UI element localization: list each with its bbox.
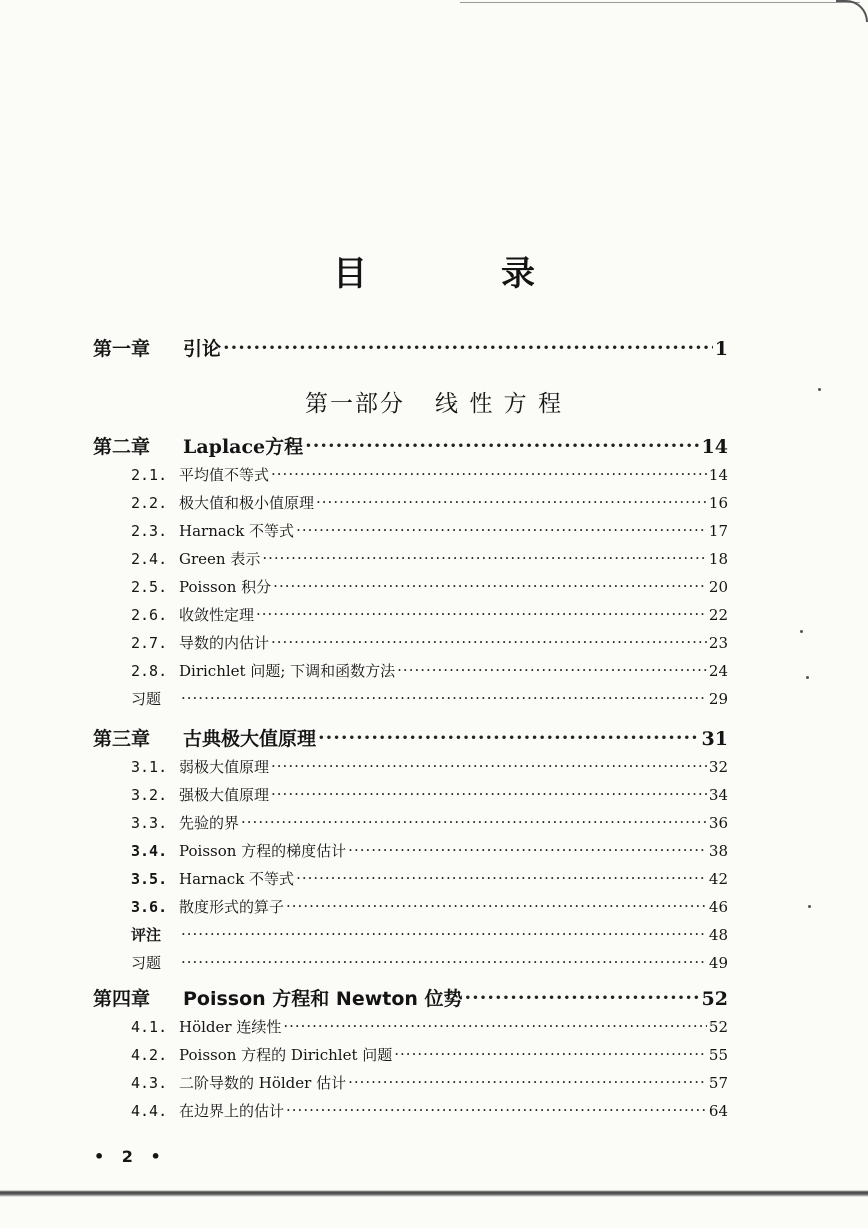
toc-section[interactable] <box>131 1016 728 1042</box>
toc-section[interactable] <box>131 756 728 782</box>
section-number: 2.2. <box>131 494 168 512</box>
section-title: Dirichlet 问题; 下调和函数方法 <box>179 662 396 680</box>
toc-section-exercises[interactable] <box>131 952 728 978</box>
section-title: Harnack 不等式 <box>179 522 295 540</box>
section-title: 强极大值原理 <box>179 786 270 804</box>
toc-section[interactable] <box>131 548 728 574</box>
section-title: 平均值不等式 <box>179 466 270 484</box>
section-number: 4.1. <box>131 1018 168 1036</box>
section-title: 先验的界 <box>179 814 240 832</box>
section-number: 3.1. <box>131 758 168 776</box>
toc-section[interactable] <box>131 1100 728 1126</box>
page-number: 49 <box>708 954 728 972</box>
scan-speck <box>808 905 811 908</box>
section-number: 3.4. <box>131 842 168 860</box>
section-title: 收敛性定理 <box>179 606 255 624</box>
scan-speck <box>800 630 803 633</box>
section-number: 2.4. <box>131 550 168 568</box>
toc-section[interactable] <box>131 604 728 630</box>
toc-section[interactable] <box>131 868 728 894</box>
leader-dots <box>181 689 707 707</box>
chapter-title: 引论 <box>183 338 222 360</box>
chapter-number: 第四章 <box>93 988 151 1010</box>
section-number: 2.5. <box>131 578 168 596</box>
leader-dots <box>223 337 713 359</box>
leader-dots <box>286 897 707 915</box>
section-title: Green 表示 <box>179 550 261 568</box>
section-title: Poisson 积分 <box>179 578 272 596</box>
leader-dots <box>271 757 707 775</box>
toc-chapter-4[interactable] <box>93 984 728 1010</box>
toc-section[interactable] <box>131 520 728 546</box>
scan-edge-top <box>460 2 860 3</box>
page-number: 23 <box>708 634 728 652</box>
scan-corner <box>836 0 868 22</box>
section-title: 散度形式的算子 <box>179 898 285 916</box>
page-number: 14 <box>701 436 728 458</box>
toc-section[interactable] <box>131 1072 728 1098</box>
section-number: 4.2. <box>131 1046 168 1064</box>
page-number: 29 <box>708 690 728 708</box>
leader-dots <box>181 953 707 971</box>
section-title: 评注 <box>131 926 162 944</box>
toc-section[interactable] <box>131 632 728 658</box>
leader-dots <box>181 925 707 943</box>
section-number: 3.2. <box>131 786 168 804</box>
section-number: 2.7. <box>131 634 168 652</box>
leader-dots <box>262 549 707 567</box>
section-number: 2.3. <box>131 522 168 540</box>
leader-dots <box>256 605 707 623</box>
page-number: 48 <box>708 926 728 944</box>
page-number: 20 <box>708 578 728 596</box>
page-number: 1 <box>714 338 728 360</box>
part-label: 第一部分 <box>305 391 406 417</box>
page-number: 52 <box>708 1018 728 1036</box>
section-title: 二阶导数的 Hölder 估计 <box>179 1074 347 1092</box>
page-number: 46 <box>708 898 728 916</box>
chapter-number: 第一章 <box>93 338 151 360</box>
leader-dots <box>465 987 700 1009</box>
section-title: Poisson 方程的梯度估计 <box>179 842 347 860</box>
part-heading <box>0 385 868 418</box>
leader-dots <box>348 1073 707 1091</box>
page-title: 目 录 <box>333 254 585 294</box>
page-number: 32 <box>708 758 728 776</box>
toc-section[interactable] <box>131 1044 728 1070</box>
page-number: 31 <box>701 728 728 750</box>
page-number: 38 <box>708 842 728 860</box>
toc-chapter-1[interactable] <box>93 334 728 360</box>
toc-section-exercises[interactable] <box>131 688 728 714</box>
leader-dots <box>271 465 707 483</box>
chapter-number: 第二章 <box>93 436 151 458</box>
leader-dots <box>273 577 707 595</box>
page-number: 55 <box>708 1046 728 1064</box>
leader-dots <box>286 1101 707 1119</box>
leader-dots <box>318 727 700 749</box>
section-title: 极大值和极小值原理 <box>179 494 315 512</box>
section-title: 习题 <box>131 690 162 708</box>
section-title: Hölder 连续性 <box>179 1018 282 1036</box>
section-number: 2.6. <box>131 606 168 624</box>
section-title: 在边界上的估计 <box>179 1102 285 1120</box>
page-number: 17 <box>708 522 728 540</box>
chapter-title: 古典极大值原理 <box>183 728 317 750</box>
page-number: 64 <box>708 1102 728 1120</box>
section-title: 习题 <box>131 954 162 972</box>
leader-dots <box>296 521 707 539</box>
toc-chapter-3[interactable] <box>93 724 728 750</box>
section-number: 3.5. <box>131 870 168 888</box>
chapter-number: 第三章 <box>93 728 151 750</box>
page-footer-number: • 2 • <box>94 1147 167 1166</box>
section-number: 4.4. <box>131 1102 168 1120</box>
page-number: 42 <box>708 870 728 888</box>
chapter-title: Poisson 方程和 Newton 位势 <box>183 988 463 1010</box>
toc-section[interactable] <box>131 840 728 866</box>
toc-section[interactable] <box>131 576 728 602</box>
page-number: 16 <box>708 494 728 512</box>
page-number: 36 <box>708 814 728 832</box>
leader-dots <box>394 1045 707 1063</box>
toc-section[interactable] <box>131 464 728 490</box>
toc-section-notes[interactable] <box>131 924 728 950</box>
leader-dots <box>271 785 707 803</box>
section-title: Poisson 方程的 Dirichlet 问题 <box>179 1046 393 1064</box>
section-number: 3.3. <box>131 814 168 832</box>
section-number: 2.1. <box>131 466 168 484</box>
section-title: 弱极大值原理 <box>179 758 270 776</box>
section-title: Harnack 不等式 <box>179 870 295 888</box>
section-number: 3.6. <box>131 898 168 916</box>
page-number: 34 <box>708 786 728 804</box>
scan-edge-bottom <box>0 1190 868 1198</box>
page-number: 22 <box>708 606 728 624</box>
chapter-title-cjk: 方程 <box>265 436 304 458</box>
toc-chapter-2[interactable] <box>93 432 728 458</box>
page-number: 57 <box>708 1074 728 1092</box>
chapter-title-latin: Laplace <box>183 436 266 458</box>
scan-speck <box>806 676 809 679</box>
toc-section[interactable] <box>131 660 728 686</box>
part-title: 线 性 方 程 <box>435 391 563 417</box>
page-number: 18 <box>708 550 728 568</box>
leader-dots <box>296 869 707 887</box>
leader-dots <box>283 1017 707 1035</box>
toc-section[interactable] <box>131 492 728 518</box>
section-number: 2.8. <box>131 662 168 680</box>
page-number: 24 <box>708 662 728 680</box>
page-number: 14 <box>708 466 728 484</box>
section-number: 4.3. <box>131 1074 168 1092</box>
toc-section[interactable] <box>131 896 728 922</box>
leader-dots <box>271 633 707 651</box>
leader-dots <box>348 841 707 859</box>
leader-dots <box>305 435 699 457</box>
leader-dots <box>241 813 707 831</box>
section-title: 导数的内估计 <box>179 634 270 652</box>
toc-section[interactable] <box>131 784 728 810</box>
leader-dots <box>397 661 707 679</box>
leader-dots <box>316 493 707 511</box>
toc-section[interactable] <box>131 812 728 838</box>
page-number: 52 <box>701 988 728 1010</box>
